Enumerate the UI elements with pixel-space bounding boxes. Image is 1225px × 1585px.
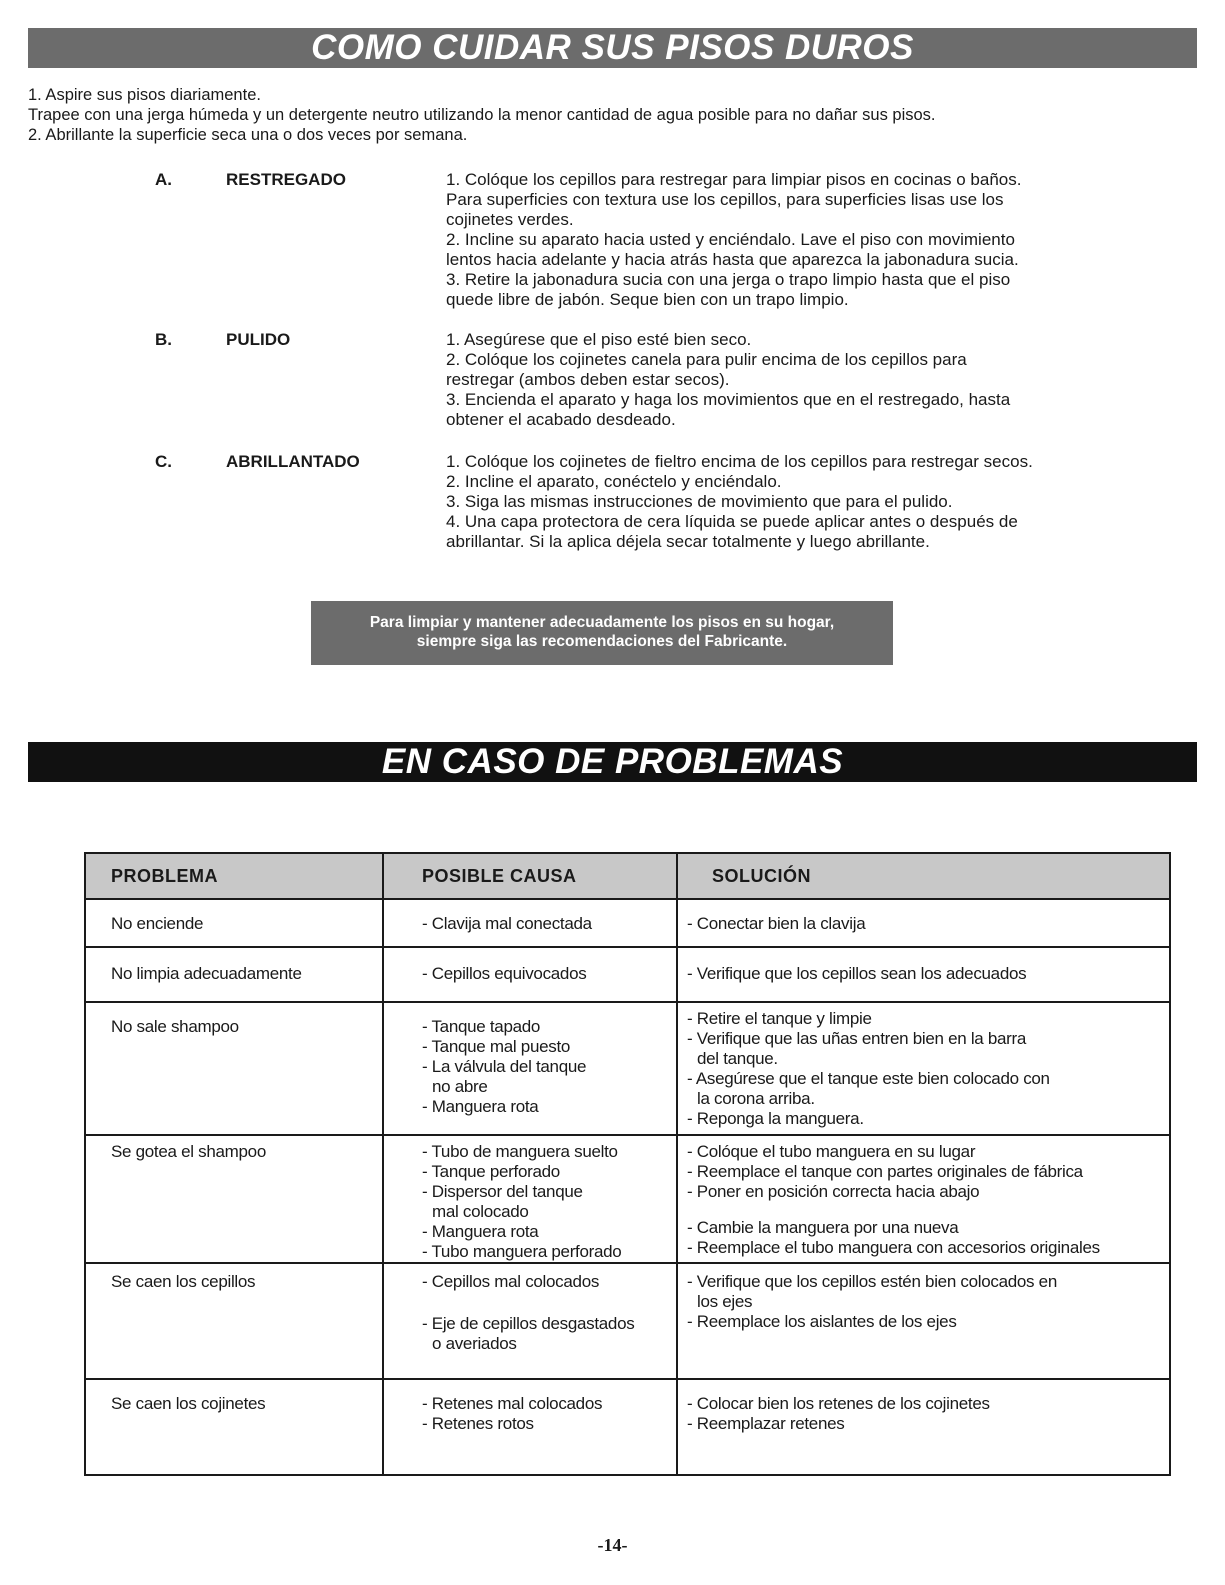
step-line: 2. Incline su aparato hacia usted y enciéndalo. Lave el piso con movimiento <box>446 230 1015 249</box>
problem-text: Se caen los cepillos <box>111 1272 256 1291</box>
table-row <box>85 947 1170 1002</box>
solution-cell <box>677 1379 1170 1475</box>
table-row <box>85 1002 1170 1135</box>
step-line: 1. Colóque los cepillos para restregar para limpiar pisos en cocinas o baños. <box>446 170 1022 189</box>
step-line: 2. Colóque los cojinetes canela para pulir encima de los cepillos para <box>446 350 967 369</box>
solution-line: - Colóque el tubo manguera en su lugar <box>687 1142 976 1161</box>
problem-cell <box>85 947 383 1002</box>
header-problema: PROBLEMA <box>85 853 383 899</box>
note-line: siempre siga las recomendaciones del Fabricante. <box>416 633 788 650</box>
solution-cell <box>677 899 1170 947</box>
solution-cell <box>677 1263 1170 1379</box>
solution-cell <box>677 1135 1170 1263</box>
solution-line: - Colocar bien los retenes de los cojinetes <box>687 1394 990 1413</box>
table-row <box>85 1135 1170 1263</box>
solution-line: - Verifique que los cepillos estén bien colocados en <box>687 1272 1057 1291</box>
cause-line: - Eje de cepillos desgastados <box>422 1314 635 1333</box>
cause-line: mal colocado <box>432 1202 529 1221</box>
step-name: ABRILLANTADO <box>226 452 360 471</box>
solution-line: - Poner en posición correcta hacia abajo <box>687 1182 980 1201</box>
step-letter: C. <box>155 452 172 471</box>
step-line: 3. Siga las mismas instrucciones de movimiento que para el pulido. <box>446 492 953 511</box>
intro-line: 1. Aspire sus pisos diariamente. <box>28 86 261 104</box>
step-line: lentos hacia adelante y hacia atrás hasta que aparezca la jabonadura sucia. <box>446 250 1019 269</box>
cause-line: - Manguera rota <box>422 1222 539 1241</box>
step-body <box>446 330 1166 430</box>
solution-line: los ejes <box>697 1292 753 1311</box>
step-line: 3. Encienda el aparato y haga los movimientos que en el restregado, hasta <box>446 390 1011 409</box>
cause-line: - Tubo de manguera suelto <box>422 1142 618 1161</box>
care-intro <box>28 85 1198 145</box>
solution-cell <box>677 947 1170 1002</box>
cause-line: - Tanque tapado <box>422 1017 541 1036</box>
intro-line: 2. Abrillante la superficie seca una o dos veces por semana. <box>28 126 468 144</box>
cause-line: - Tubo manguera perforado <box>422 1242 622 1261</box>
solution-line: - Conectar bien la clavija <box>687 914 866 933</box>
page-number: -14- <box>597 1535 628 1555</box>
intro-line: Trapee con una jerga húmeda y un detergente neutro utilizando la menor cantidad de agua posible para no dañar sus pisos. <box>28 106 936 124</box>
problem-cell <box>85 1002 383 1135</box>
step-line: restregar (ambos deben estar secos). <box>446 370 730 389</box>
cause-line: o averiados <box>432 1334 517 1353</box>
solution-line: - Verifique que las uñas entren bien en la barra <box>687 1029 1027 1048</box>
problem-cell <box>85 1135 383 1263</box>
problem-text: No limpia adecuadamente <box>111 964 302 983</box>
step-line: 3. Retire la jabonadura sucia con una jerga o trapo limpio hasta que el piso <box>446 270 1011 289</box>
header-posible-causa: POSIBLE CAUSA <box>383 853 677 899</box>
cause-line: - Manguera rota <box>422 1097 539 1116</box>
solution-line: - Asegúrese que el tanque este bien colocado con <box>687 1069 1050 1088</box>
problem-text: No sale shampoo <box>111 1017 239 1036</box>
cause-cell <box>383 1135 677 1263</box>
cause-cell <box>383 1379 677 1475</box>
step-line: Para superficies con textura use los cepillos, para superficies lisas use los <box>446 190 1004 209</box>
step-line: cojinetes verdes. <box>446 210 574 229</box>
cause-line: no abre <box>432 1077 488 1096</box>
step-line: quede libre de jabón. Seque bien con un trapo limpio. <box>446 290 849 309</box>
step-letter: B. <box>155 330 172 349</box>
cause-line: - Tanque mal puesto <box>422 1037 571 1056</box>
solution-cell <box>677 1002 1170 1135</box>
solution-line: la corona arriba. <box>697 1089 815 1108</box>
table-row <box>85 1379 1170 1475</box>
step-letter: A. <box>155 170 172 189</box>
cause-cell <box>383 947 677 1002</box>
note-line: Para limpiar y mantener adecuadamente los pisos en su hogar, <box>369 614 835 631</box>
care-section-title: COMO CUIDAR SUS PISOS DUROS <box>28 28 1197 68</box>
problem-cell <box>85 1379 383 1475</box>
step-line: 4. Una capa protectora de cera líquida se puede aplicar antes o después de <box>446 512 1018 531</box>
step-body <box>446 170 1166 310</box>
step-body <box>446 452 1166 552</box>
solution-line: - Reemplace el tanque con partes originales de fábrica <box>687 1162 1083 1181</box>
step-line: 1. Colóque los cojinetes de fieltro encima de los cepillos para restregar secos. <box>446 452 1033 471</box>
solution-line: - Retire el tanque y limpie <box>687 1009 872 1028</box>
step-name: PULIDO <box>226 330 291 349</box>
solution-line: - Cambie la manguera por una nueva <box>687 1218 959 1237</box>
manufacturer-note <box>311 601 893 665</box>
solution-line: - Reponga la manguera. <box>687 1109 864 1128</box>
solution-line: del tanque. <box>697 1049 778 1068</box>
solution-line: - Verifique que los cepillos sean los adecuados <box>687 964 1027 983</box>
solution-line: - Reemplace el tubo manguera con accesorios originales <box>687 1238 1100 1257</box>
cause-cell <box>383 899 677 947</box>
table-row <box>85 899 1170 947</box>
problem-text: No enciende <box>111 914 204 933</box>
troubleshooting-table <box>84 852 1171 1476</box>
solution-line: - Reemplazar retenes <box>687 1414 845 1433</box>
problem-cell <box>85 899 383 947</box>
problem-text: Se gotea el shampoo <box>111 1142 266 1161</box>
spacer <box>687 1202 1169 1218</box>
trouble-section-title: EN CASO DE PROBLEMAS <box>28 742 1197 782</box>
cause-line: - Cepillos equivocados <box>422 964 587 983</box>
table-header-row <box>85 853 1170 899</box>
step-line: 1. Asegúrese que el piso esté bien seco. <box>446 330 752 349</box>
step-line: obtener el acabado desdeado. <box>446 410 676 429</box>
cause-line: - Retenes mal colocados <box>422 1394 603 1413</box>
cause-line: - La válvula del tanque <box>422 1057 587 1076</box>
problem-cell <box>85 1263 383 1379</box>
problem-text: Se caen los cojinetes <box>111 1394 266 1413</box>
cause-cell <box>383 1263 677 1379</box>
step-line: 2. Incline el aparato, conéctelo y enciéndalo. <box>446 472 782 491</box>
cause-line: - Cepillos mal colocados <box>422 1272 600 1291</box>
cause-line: - Retenes rotos <box>422 1414 534 1433</box>
step-name: RESTREGADO <box>226 170 346 189</box>
table-row <box>85 1263 1170 1379</box>
step-line: abrillantar. Si la aplica déjela secar totalmente y luego abrillante. <box>446 532 930 551</box>
cause-line: - Dispersor del tanque <box>422 1182 583 1201</box>
cause-line: - Tanque perforado <box>422 1162 560 1181</box>
cause-cell <box>383 1002 677 1135</box>
spacer <box>422 1292 676 1314</box>
solution-line: - Reemplace los aislantes de los ejes <box>687 1312 957 1331</box>
header-solucion: SOLUCIÓN <box>677 853 1170 899</box>
cause-line: - Clavija mal conectada <box>422 914 592 933</box>
